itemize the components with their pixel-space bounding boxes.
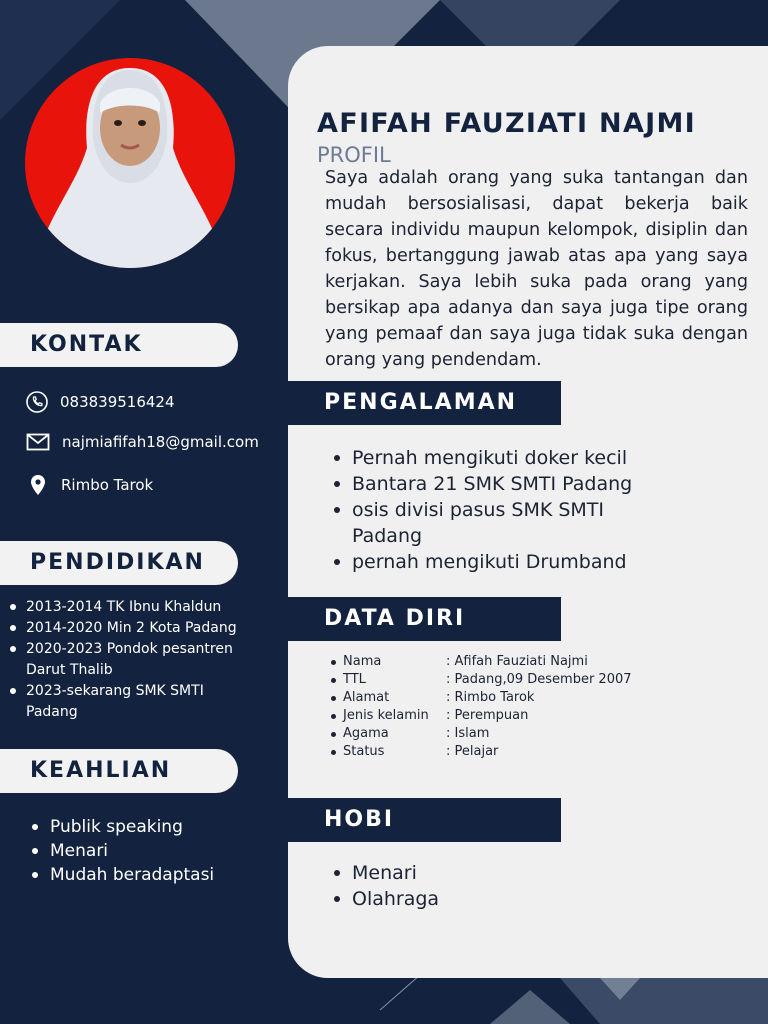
profile-summary: Saya adalah orang yang suka tantangan dan mudah bersosialisasi, dapat bekerja baik secara individu maupun kelompok, disiplin dan fokus, bertanggung jawab atas apa yang saya kerjakan. Saya lebih suka pada orang yang bersikap apa adanya dan saya juga tipe orang yang pemaaf dan saya juga tidak suka dengan orang yang pendendam. bbox=[325, 168, 748, 370]
hobbies-list bbox=[328, 860, 642, 912]
education-list bbox=[8, 597, 246, 723]
data-label: TTL bbox=[343, 672, 366, 687]
data-label: Status bbox=[343, 744, 385, 759]
personal-data-list bbox=[330, 653, 632, 761]
experience-item: Pernah mengikuti doker kecil bbox=[328, 445, 642, 471]
experience-list bbox=[328, 445, 642, 575]
education-item: 2014-2020 Min 2 Kota Padang bbox=[8, 618, 246, 639]
data-value: : Perempuan bbox=[446, 708, 529, 723]
education-item: 2023-sekarang SMK SMTI Padang bbox=[8, 681, 246, 723]
envelope-icon bbox=[26, 433, 50, 451]
data-value: : Rimbo Tarok bbox=[446, 690, 535, 705]
education-heading: PENDIDIKAN bbox=[0, 541, 238, 585]
personal-data-row bbox=[330, 707, 632, 725]
contact-location bbox=[26, 474, 153, 496]
skill-item: Publik speaking bbox=[26, 815, 214, 839]
data-value: : Islam bbox=[446, 726, 490, 741]
experience-item: Bantara 21 SMK SMTI Padang bbox=[328, 471, 642, 497]
data-value: : Pelajar bbox=[446, 744, 499, 759]
profile-photo bbox=[25, 58, 235, 268]
data-label: Nama bbox=[343, 654, 382, 669]
profile-heading: PROFIL bbox=[317, 143, 391, 167]
skill-item: Menari bbox=[26, 839, 214, 863]
location-text: Rimbo Tarok bbox=[61, 476, 154, 494]
contact-heading: KONTAK bbox=[0, 323, 238, 367]
education-item: 2013-2014 TK Ibnu Khaldun bbox=[8, 597, 246, 618]
personal-data-row bbox=[330, 671, 632, 689]
contact-phone bbox=[26, 391, 175, 413]
data-label: Jenis kelamin bbox=[343, 708, 429, 723]
person-name: AFIFAH FAUZIATI NAJMI bbox=[317, 108, 696, 139]
data-label: Alamat bbox=[343, 690, 390, 705]
personal-data-row bbox=[330, 689, 632, 707]
experience-item: pernah mengikuti Drumband bbox=[328, 549, 642, 575]
hobbies-heading: HOBI bbox=[288, 798, 561, 842]
data-label: Agama bbox=[343, 726, 389, 741]
data-value: : Afifah Fauziati Najmi bbox=[446, 654, 588, 669]
skill-item: Mudah beradaptasi bbox=[26, 863, 214, 887]
experience-item: osis divisi pasus SMK SMTI Padang bbox=[328, 497, 642, 549]
personal-data-row bbox=[330, 653, 632, 671]
map-pin-icon bbox=[27, 474, 49, 496]
personal-data-row bbox=[330, 743, 632, 761]
email-address: najmiafifah18@gmail.com bbox=[62, 433, 259, 451]
personal-data-heading: DATA DIRI bbox=[288, 597, 561, 641]
phone-icon bbox=[26, 391, 48, 413]
education-item: 2020-2023 Pondok pesantren Darut Thalib bbox=[8, 639, 246, 681]
contact-email bbox=[26, 433, 259, 451]
hobby-item: Olahraga bbox=[328, 886, 642, 912]
skills-heading: KEAHLIAN bbox=[0, 749, 238, 793]
experience-heading: PENGALAMAN bbox=[288, 381, 561, 425]
personal-data-row bbox=[330, 725, 632, 743]
hobby-item: Menari bbox=[328, 860, 642, 886]
phone-number: 083839516424 bbox=[60, 393, 175, 411]
skills-list bbox=[26, 815, 214, 887]
data-value: : Padang,09 Desember 2007 bbox=[446, 672, 632, 687]
